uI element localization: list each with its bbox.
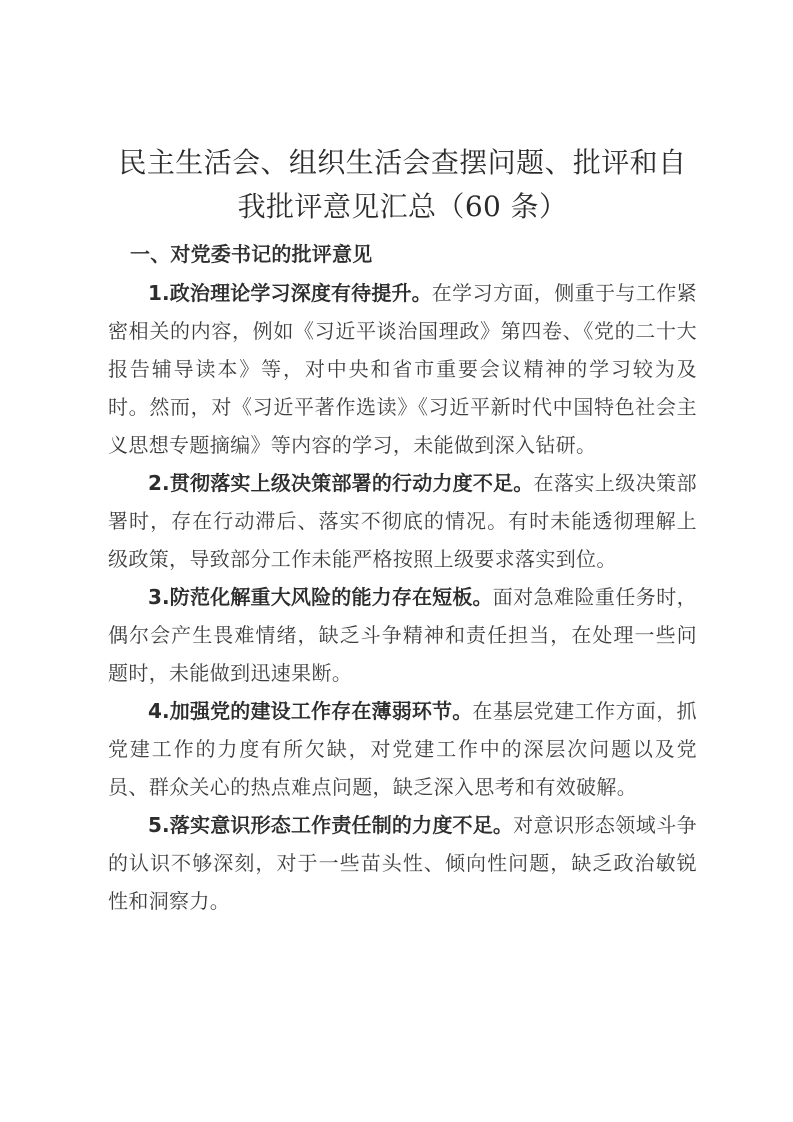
criticism-item-2-body: 在落实上级决策部署时，存在行动滞后、落实不彻底的情况。有时未能透彻理解上级政策，导致部分工作未能严格按照上级要求落实到位。 bbox=[108, 471, 697, 571]
criticism-item-4-lead-in: 4.加强党的建设工作存在薄弱环节。 bbox=[148, 699, 473, 723]
criticism-item-2-lead-in: 2.贯彻落实上级决策部署的行动力度不足。 bbox=[148, 471, 534, 495]
criticism-item-2 bbox=[108, 464, 697, 578]
criticism-item-3-lead-in: 3.防范化解重大风险的能力存在短板。 bbox=[148, 585, 493, 609]
criticism-item-5-body: 对意识形态领域斗争的认识不够深刻，对于一些苗头性、倾向性问题，缺乏政治敏锐性和洞察力。 bbox=[108, 813, 697, 913]
section-heading-1: 一、对党委书记的批评意见 bbox=[130, 242, 373, 266]
criticism-item-5 bbox=[108, 806, 697, 920]
criticism-item-5-lead-in: 5.落实意识形态工作责任制的力度不足。 bbox=[148, 813, 514, 837]
criticism-item-4 bbox=[108, 692, 697, 806]
criticism-item-1 bbox=[108, 274, 697, 464]
criticism-item-1-body: 在学习方面，侧重于与工作紧密相关的内容，例如《习近平谈治国理政》第四卷、《党的二十大报告辅导读本》等，对中央和省市重要会议精神的学习较为及时。然而，对《习近平著作选读》《习近平新时代中国特色社会主义思想专题摘编》等内容的学习，未能做到深入钻研。 bbox=[108, 281, 697, 457]
criticism-item-3-body: 面对急难险重任务时，偶尔会产生畏难情绪，缺乏斗争精神和责任担当，在处理一些问题时，未能做到迅速果断。 bbox=[108, 585, 697, 685]
criticism-item-3 bbox=[108, 578, 697, 692]
page-title bbox=[108, 141, 697, 229]
document-content bbox=[108, 141, 697, 920]
criticism-item-4-body: 在基层党建工作方面，抓党建工作的力度有所欠缺，对党建工作中的深层次问题以及党员、群众关心的热点难点问题，缺乏深入思考和有效破解。 bbox=[108, 699, 697, 799]
criticism-item-1-lead-in: 1.政治理论学习深度有待提升。 bbox=[148, 281, 432, 305]
page-title-line-1: 民主生活会、组织生活会查摆问题、批评和自 bbox=[118, 146, 687, 179]
page-title-line-2: 我批评意见汇总（60 条） bbox=[237, 190, 568, 223]
